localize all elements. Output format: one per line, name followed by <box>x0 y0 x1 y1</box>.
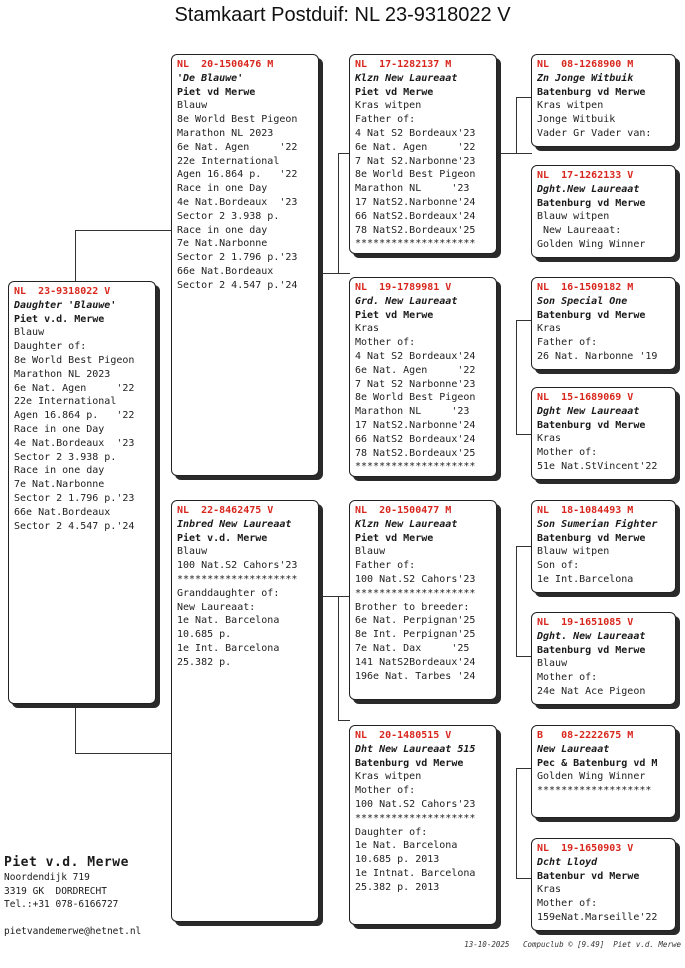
pedigree-line: 66e Nat.Bordeaux <box>14 506 111 518</box>
pedigree-line: ******************* <box>537 785 652 797</box>
ring-number: NL 20-1500476 M <box>177 59 274 70</box>
ring-number: NL 15-1689069 V <box>537 392 634 403</box>
pedigree-line: 141 NatS2Bordeaux'24 <box>355 656 476 668</box>
pigeon-name: New Laureaat <box>537 743 610 755</box>
ring-number: NL 20-1480515 V <box>355 730 452 741</box>
pedigree-line: 8e World Best Pigeon <box>177 114 298 126</box>
pedigree-line: ******************** <box>177 573 298 585</box>
breeder-name: Piet v.d. Merwe <box>4 855 129 870</box>
breeder-info <box>4 854 174 912</box>
ring-number: NL 20-1500477 M <box>355 505 452 516</box>
pigeon-name: Dght.New Laureaat <box>537 183 640 195</box>
pedigree-line: Sector 2 1.796 p.'23 <box>177 252 298 264</box>
pigeon-card-father-mother[interactable] <box>349 277 497 477</box>
breeder-label: Piet vd Merwe <box>355 86 434 98</box>
ring-number: NL 16-1509182 M <box>537 282 634 293</box>
pedigree-line: 1e Nat. Barcelona <box>355 840 458 852</box>
pigeon-name: Dght. New Laureaat <box>537 630 646 642</box>
pedigree-line: New Laureaat: <box>537 225 622 237</box>
ring-number: NL 18-1084493 M <box>537 505 634 516</box>
pedigree-line: Father of: <box>355 560 416 572</box>
pedigree-line: 17 NatS2.Narbonne'24 <box>355 419 476 431</box>
pedigree-line: Father of: <box>355 114 416 126</box>
ring-number: NL 17-1282137 M <box>355 59 452 70</box>
pigeon-name: Klzn New Laureaat <box>355 72 458 84</box>
ring-number: NL 22-8462475 V <box>177 505 274 516</box>
pedigree-line: 100 Nat.S2 Cahors'23 <box>355 573 476 585</box>
connector-line <box>320 273 339 274</box>
pedigree-line: Marathon NL 2023 <box>14 368 111 380</box>
pedigree-line: Marathon NL 2023 <box>177 127 274 139</box>
pedigree-line: Race in one Day <box>14 423 105 435</box>
connector-line <box>338 273 350 274</box>
pedigree-line: 1e Int. Barcelona <box>177 642 280 654</box>
pedigree-line: Sector 2 4.547 p.'24 <box>14 520 135 532</box>
pedigree-line: Daughter of: <box>14 341 87 353</box>
connector-line <box>500 153 532 154</box>
breeder-label: Batenburg vd Merwe <box>537 309 646 321</box>
pigeon-card-mff[interactable] <box>531 500 676 593</box>
pedigree-line: Race in one day <box>14 465 105 477</box>
pedigree-line: Golden Wing Winner <box>537 238 646 250</box>
ring-number: NL 23-9318022 V <box>14 286 111 297</box>
pedigree-line: Mother of: <box>537 898 598 910</box>
pigeon-card-mother-mother[interactable] <box>349 725 497 925</box>
pedigree-line: 26 Nat. Narbonne '19 <box>537 350 658 362</box>
breeder-label: Batenburg vd Merwe <box>355 757 464 769</box>
ring-number: B 08-2222675 M <box>537 730 634 741</box>
pedigree-line: 66 NatS2.Bordeaux'24 <box>355 210 476 222</box>
connector-line <box>75 753 172 754</box>
pedigree-line: 17 NatS2.Narbonne'24 <box>355 196 476 208</box>
pedigree-line: 7 Nat S2 Narbonne'23 <box>355 378 476 390</box>
pedigree-line: 4e Nat.Bordeaux '23 <box>14 437 135 449</box>
pedigree-line: 51e Nat.StVincent'22 <box>537 460 658 472</box>
pigeon-card-mmf[interactable] <box>531 725 676 818</box>
connector-line <box>516 434 532 435</box>
pedigree-line: 1e Intnat. Barcelona <box>355 867 476 879</box>
pedigree-line: ******************** <box>355 587 476 599</box>
pedigree-line: 1e Int.Barcelona <box>537 573 634 585</box>
pigeon-card-fmm[interactable] <box>531 387 676 480</box>
pedigree-line: 1e Nat. Barcelona <box>177 615 280 627</box>
pedigree-line: ******************** <box>355 461 476 473</box>
pedigree-line: Blauw witpen <box>537 211 610 223</box>
pedigree-line: Kras witpen <box>355 771 422 783</box>
pedigree-line: Sector 2 1.796 p.'23 <box>14 492 135 504</box>
pedigree-line: ******************** <box>355 812 476 824</box>
pigeon-card-subject[interactable] <box>8 281 156 704</box>
pedigree-line: 24e Nat Ace Pigeon <box>537 685 646 697</box>
connector-line <box>75 230 76 282</box>
pigeon-name: Dcht Lloyd <box>537 856 598 868</box>
pigeon-name: Zn Jonge Witbuik <box>537 72 634 84</box>
pedigree-line: 100 Nat.S2 Cahors'23 <box>177 560 298 572</box>
ring-number: NL 19-1789981 V <box>355 282 452 293</box>
pigeon-name: Klzn New Laureaat <box>355 518 458 530</box>
connector-line <box>75 704 76 753</box>
pedigree-line: 8e World Best Pigeon <box>355 392 476 404</box>
pedigree-line: 66 NatS2 Bordeaux'24 <box>355 433 476 445</box>
pedigree-line: 7e Nat.Narbonne <box>177 238 268 250</box>
pedigree-line: 25.382 p. 2013 <box>355 881 440 893</box>
pedigree-line: 78 NatS2.Bordeaux'25 <box>355 447 476 459</box>
pedigree-line: Kras <box>537 433 562 445</box>
pedigree-line: 4e Nat.Bordeaux '23 <box>177 196 298 208</box>
pedigree-line: 10.685 p. <box>177 629 232 641</box>
pedigree-line: Marathon NL '23 <box>355 183 470 195</box>
connector-line <box>338 596 339 720</box>
pedigree-line: Blauw <box>355 546 386 558</box>
pedigree-line: Blauw <box>177 546 208 558</box>
pedigree-line: Blauw witpen <box>537 546 610 558</box>
pedigree-line: Mother of: <box>355 337 416 349</box>
pedigree-line: 7e Nat.Narbonne <box>14 479 105 491</box>
pedigree-line: Kras witpen <box>355 100 422 112</box>
pedigree-line: 4 Nat S2 Bordeaux'23 <box>355 127 476 139</box>
pigeon-card-fff[interactable] <box>531 54 676 147</box>
pigeon-card-mother[interactable] <box>171 500 319 922</box>
connector-line <box>516 768 517 878</box>
connector-line <box>320 596 350 597</box>
pigeon-card-father[interactable] <box>171 54 319 476</box>
breeder-address: Noordendijk 719 <box>4 872 90 883</box>
pigeon-name: Son Special One <box>537 295 628 307</box>
pedigree-line: Agen 16.864 p. '22 <box>14 410 135 422</box>
connector-line <box>516 768 532 769</box>
pedigree-line: Mother of: <box>355 785 416 797</box>
pedigree-line: Daughter of: <box>355 826 428 838</box>
connector-line <box>516 320 517 434</box>
pedigree-line: 25.382 p. <box>177 656 232 668</box>
pedigree-line: Blauw <box>14 327 45 339</box>
breeder-label: Batenbur vd Merwe <box>537 870 640 882</box>
pigeon-name: Grd. New Laureaat <box>355 295 458 307</box>
pedigree-line: New Laureaat: <box>177 601 256 613</box>
pedigree-line: 196e Nat. Tarbes '24 <box>355 670 476 682</box>
connector-line <box>338 720 350 721</box>
pedigree-line: ******************** <box>355 238 476 250</box>
page-title: Stamkaart Postduif: NL 23-9318022 V <box>174 4 511 26</box>
pedigree-line: Marathon NL '23 <box>355 406 470 418</box>
pedigree-line: Granddaughter of: <box>177 587 280 599</box>
pedigree-line: 4 Nat S2 Bordeaux'24 <box>355 350 476 362</box>
pedigree-line: 7e Nat. Dax '25 <box>355 642 470 654</box>
breeder-label: Piet vd Merwe <box>355 309 434 321</box>
pedigree-line: 8e World Best Pigeon <box>14 354 135 366</box>
pedigree-line: 22e International <box>177 155 280 167</box>
breeder-label: Pec & Batenburg vd M <box>537 757 658 769</box>
breeder-label: Piet vd Merwe <box>355 532 434 544</box>
pedigree-line: Son of: <box>537 560 580 572</box>
pigeon-card-mother-father[interactable] <box>349 500 497 700</box>
connector-line <box>75 230 172 231</box>
pigeon-name: Inbred New Laureaat <box>177 518 292 530</box>
pedigree-line: Kras <box>537 323 562 335</box>
pedigree-line: Vader Gr Vader van: <box>537 127 652 139</box>
ring-number: NL 19-1651085 V <box>537 617 634 628</box>
pigeon-card-ffm[interactable] <box>531 165 676 258</box>
pedigree-line: 6e Nat. Perpignan'25 <box>355 615 476 627</box>
pedigree-line: Mother of: <box>537 447 598 459</box>
connector-line <box>516 97 532 98</box>
connector-line <box>516 878 532 879</box>
pigeon-card-fmf[interactable] <box>531 277 676 370</box>
breeder-label: Batenburg vd Merwe <box>537 197 646 209</box>
pedigree-line: Race in one Day <box>177 183 268 195</box>
pedigree-line: 78 NatS2.Bordeaux'25 <box>355 224 476 236</box>
pedigree-line: 10.685 p. 2013 <box>355 854 440 866</box>
breeder-phone: Tel.:+31 078-6166727 <box>4 899 119 910</box>
pedigree-line: Kras <box>537 884 562 896</box>
pedigree-line: Brother to breeder: <box>355 601 470 613</box>
breeder-label: Piet v.d. Merwe <box>177 532 268 544</box>
pigeon-card-father-father[interactable] <box>349 54 497 254</box>
pigeon-name: 'De Blauwe' <box>177 72 244 84</box>
footer-credit: 13-10-2025 Compuclub © [9.49] Piet v.d. Merwe <box>464 940 681 949</box>
pigeon-name: Son Sumerian Fighter <box>537 518 658 530</box>
pedigree-line: Father of: <box>537 337 598 349</box>
breeder-email[interactable]: pietvandemerwe@hetnet.nl <box>4 926 142 937</box>
pedigree-line: Mother of: <box>537 672 598 684</box>
pigeon-name: Dght New Laureaat <box>537 405 640 417</box>
pedigree-line: 6e Nat. Agen '22 <box>355 141 476 153</box>
pigeon-name: Daughter 'Blauwe' <box>14 299 117 311</box>
connector-line <box>338 153 339 273</box>
pedigree-line: Jonge Witbuik <box>537 114 616 126</box>
pedigree-line: Kras <box>355 323 380 335</box>
breeder-label: Batenburg vd Merwe <box>537 644 646 656</box>
pedigree-line: 6e Nat. Agen '22 <box>177 141 298 153</box>
pigeon-card-mfm[interactable] <box>531 612 676 705</box>
pedigree-line: Sector 2 3.938 p. <box>14 451 117 463</box>
breeder-label: Batenburg vd Merwe <box>537 419 646 431</box>
ring-number: NL 08-1268900 M <box>537 59 634 70</box>
pedigree-line: 159eNat.Marseille'22 <box>537 911 658 923</box>
connector-line <box>516 546 517 656</box>
pedigree-line: 66e Nat.Bordeaux <box>177 265 274 277</box>
breeder-label: Batenburg vd Merwe <box>537 532 646 544</box>
ring-number: NL 19-1650903 V <box>537 843 634 854</box>
pedigree-line: 100 Nat.S2 Cahors'23 <box>355 798 476 810</box>
pedigree-line: 6e Nat. Agen '22 <box>355 364 476 376</box>
pedigree-line: 22e International <box>14 396 117 408</box>
pedigree-line: 6e Nat. Agen '22 <box>14 382 135 394</box>
ring-number: NL 17-1262133 V <box>537 170 634 181</box>
connector-line <box>516 546 532 547</box>
connector-line <box>516 656 532 657</box>
pedigree-line: 7 Nat S2.Narbonne'23 <box>355 155 476 167</box>
pedigree-line: Golden Wing Winner <box>537 771 646 783</box>
pedigree-line: Agen 16.864 p. '22 <box>177 169 298 181</box>
pedigree-line: Blauw <box>537 658 568 670</box>
pedigree-line: Race in one day <box>177 224 268 236</box>
breeder-label: Piet vd Merwe <box>177 86 256 98</box>
pigeon-card-mmm[interactable] <box>531 838 676 931</box>
pedigree-line: Sector 2 3.938 p. <box>177 210 280 222</box>
pedigree-line: Blauw <box>177 100 208 112</box>
pedigree-line: 8e World Best Pigeon <box>355 169 476 181</box>
pedigree-line: Sector 2 4.547 p.'24 <box>177 279 298 291</box>
breeder-city: 3319 GK DORDRECHT <box>4 885 107 897</box>
breeder-label: Piet v.d. Merwe <box>14 313 105 325</box>
connector-line <box>516 320 532 321</box>
connector-line <box>516 97 517 153</box>
breeder-label: Batenburg vd Merwe <box>537 86 646 98</box>
pedigree-line: 8e Int. Perpignan'25 <box>355 629 476 641</box>
pigeon-name: Dht New Laureaat 515 <box>355 743 476 755</box>
pedigree-line: Kras witpen <box>537 100 604 112</box>
